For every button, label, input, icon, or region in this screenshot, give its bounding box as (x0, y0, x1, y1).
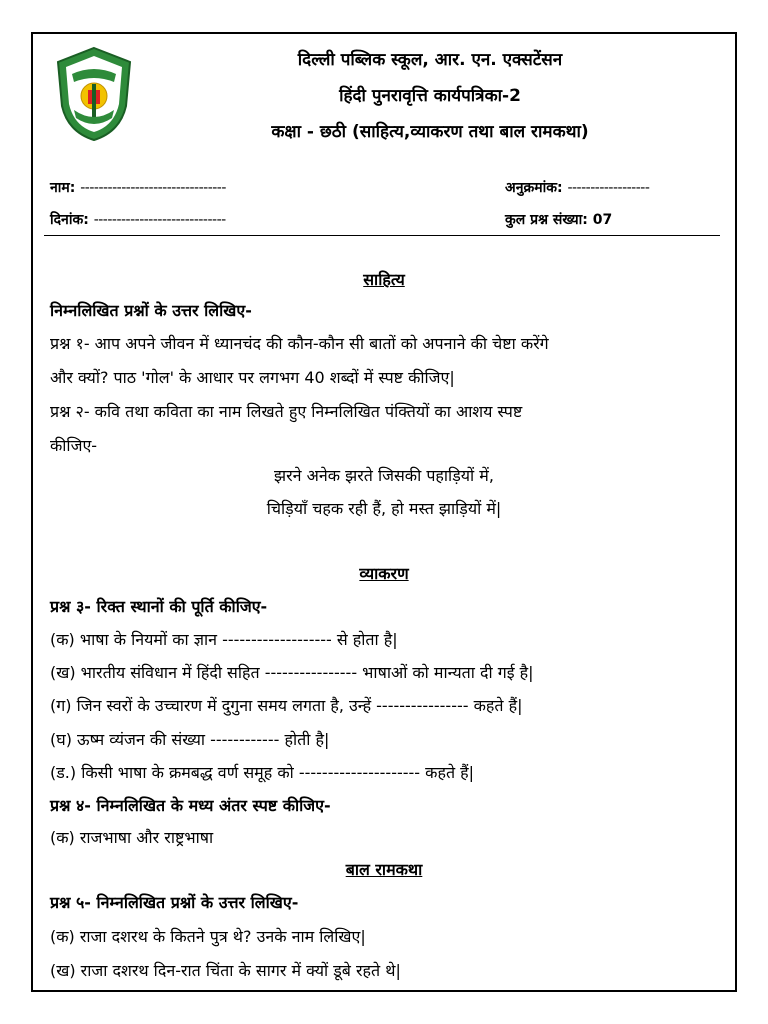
total-value: 07 (592, 212, 613, 228)
date-field (50, 210, 226, 229)
question-3-item: (ड.) किसी भाषा के क्रमबद्ध वर्ण समूह को --------------------- कहते हैं| (50, 763, 475, 782)
question-1-line-1: प्रश्न १- आप अपने जीवन में ध्यानचंद की कौन-कौन सी बातों को अपनाने की चेष्टा करेंगे (50, 334, 549, 353)
class-subtitle: कक्षा - छठी (साहित्य,व्याकरण तथा बाल रामकथा) (271, 122, 589, 142)
question-3-item: (क) भाषा के नियमों का ज्ञान ------------------- से होता है| (50, 630, 398, 649)
question-5: प्रश्न ५- निम्नलिखित प्रश्नों के उत्तर लिखिए- (50, 893, 299, 912)
school-logo-icon (52, 44, 136, 144)
roll-label: अनुक्रमांक: (505, 180, 563, 196)
question-5-item: (क) राजा दशरथ के कितने पुत्र थे? उनके नाम लिखिए| (50, 927, 366, 946)
name-field (50, 178, 226, 197)
worksheet-title: हिंदी पुनरावृत्ति कार्यपत्रिका-2 (339, 86, 521, 106)
question-4-item: (क) राजभाषा और राष्ट्रभाषा (50, 828, 214, 847)
total-label: कुल प्रश्न संख्या: (505, 212, 588, 228)
section-title-literature: साहित्य (363, 270, 405, 289)
question-1-line-2: और क्यों? पाठ 'गोल' के आधार पर लगभग 40 शब्दों में स्पष्ट कीजिए| (50, 368, 455, 387)
name-label: नाम: (50, 180, 76, 196)
date-label: दिनांक: (50, 212, 89, 228)
question-2-line-2: कीजिए- (50, 436, 98, 455)
date-blank: ----------------------------- (93, 212, 226, 228)
header-divider (44, 235, 720, 236)
question-4: प्रश्न ४- निम्नलिखित के मध्य अंतर स्पष्ट कीजिए- (50, 796, 331, 815)
roll-blank: ------------------ (567, 180, 650, 196)
question-3-item: (ग) जिन स्वरों के उच्चारण में दुगुना समय लगता है, उन्हें ---------------- कहते हैं| (50, 696, 523, 715)
question-2-line-1: प्रश्न २- कवि तथा कविता का नाम लिखते हुए निम्नलिखित पंक्तियों का आशय स्पष्ट (50, 402, 523, 421)
poem-line-1: झरने अनेक झरते जिसकी पहाड़ियों में, (274, 466, 494, 485)
name-blank: -------------------------------- (80, 180, 226, 196)
question-3: प्रश्न ३- रिक्त स्थानों की पूर्ति कीजिए- (50, 597, 268, 616)
section-title-grammar: व्याकरण (359, 564, 409, 583)
question-3-item: (घ) ऊष्म व्यंजन की संख्या ------------ होती है| (50, 730, 330, 749)
school-name: दिल्ली पब्लिक स्कूल, आर. एन. एक्सटेंसन (297, 50, 563, 70)
section-title-ramkatha: बाल रामकथा (345, 860, 423, 879)
total-questions-field (505, 210, 612, 229)
roll-field (505, 178, 649, 197)
poem-line-2: चिड़ियाँ चहक रही हैं, हो मस्त झाड़ियों में| (266, 499, 502, 518)
question-3-item: (ख) भारतीय संविधान में हिंदी सहित ---------------- भाषाओं को मान्यता दी गई है| (50, 663, 534, 682)
question-5-item: (ख) राजा दशरथ दिन-रात चिंता के सागर में क्यों डूबे रहते थे| (50, 961, 401, 980)
literature-instruction: निम्नलिखित प्रश्नों के उत्तर लिखिए- (50, 301, 252, 320)
